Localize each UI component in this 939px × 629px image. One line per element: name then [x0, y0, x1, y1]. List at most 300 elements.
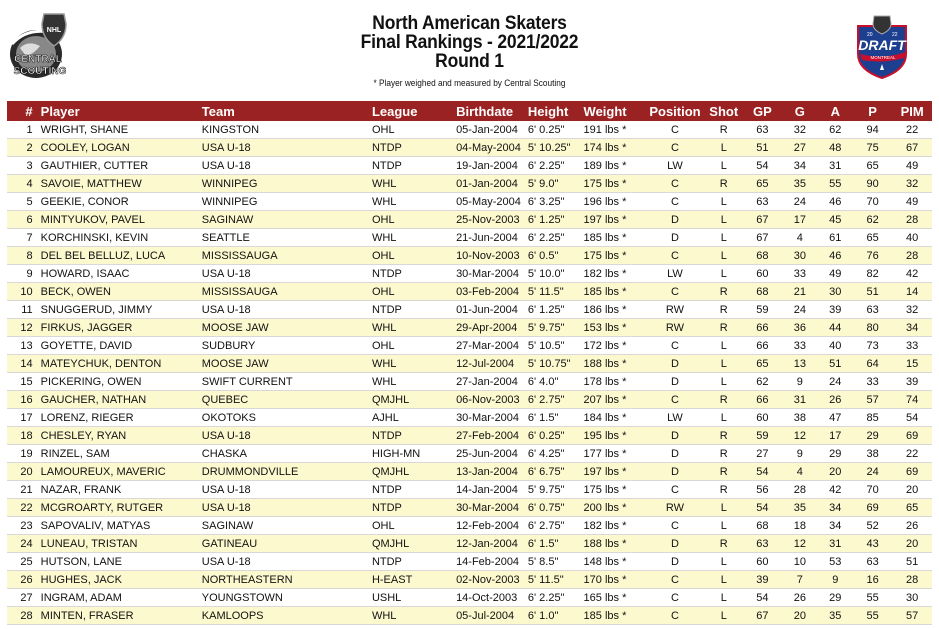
cell-shot: L: [705, 211, 743, 229]
cell-height: 5' 9.0": [528, 175, 584, 193]
cell-rank: 18: [7, 427, 41, 445]
cell-penalty-minutes: 28: [892, 211, 932, 229]
cell-birthdate: 04-May-2004: [456, 139, 528, 157]
cell-assists: 42: [818, 481, 853, 499]
cell-penalty-minutes: 54: [892, 409, 932, 427]
cell-assists: 31: [818, 535, 853, 553]
cell-position: C: [645, 337, 705, 355]
table-row[interactable]: [7, 607, 932, 625]
cell-position: D: [645, 355, 705, 373]
cell-goals: 18: [782, 517, 817, 535]
cell-assists: 55: [818, 175, 853, 193]
table-row[interactable]: [7, 571, 932, 589]
cell-team: SWIFT CURRENT: [202, 373, 372, 391]
cell-league: OHL: [372, 337, 456, 355]
cell-team: MISSISSAUGA: [202, 283, 372, 301]
cell-team: USA U-18: [202, 139, 372, 157]
cell-assists: 34: [818, 499, 853, 517]
cell-height: 6' 1.25": [528, 301, 584, 319]
cell-height: 6' 2.25": [528, 157, 584, 175]
cell-goals: 33: [782, 265, 817, 283]
cell-player-name: HUTSON, LANE: [41, 553, 202, 571]
svg-text:★: ★: [906, 53, 915, 63]
cell-player-name: COOLEY, LOGAN: [41, 139, 202, 157]
cell-goals: 12: [782, 535, 817, 553]
cell-penalty-minutes: 49: [892, 193, 932, 211]
cell-rank: 13: [7, 337, 41, 355]
cell-player-name: INGRAM, ADAM: [41, 589, 202, 607]
cell-assists: 45: [818, 211, 853, 229]
cell-position: C: [645, 247, 705, 265]
cell-player-name: SAPOVALIV, MATYAS: [41, 517, 202, 535]
cell-assists: 46: [818, 193, 853, 211]
cell-penalty-minutes: 39: [892, 373, 932, 391]
cell-points: 69: [853, 499, 892, 517]
cell-player-name: PICKERING, OWEN: [41, 373, 202, 391]
cell-assists: 46: [818, 247, 853, 265]
cell-position: C: [645, 121, 705, 139]
cell-weight: 188 lbs *: [584, 535, 646, 553]
cell-penalty-minutes: 69: [892, 463, 932, 481]
cell-goals: 12: [782, 427, 817, 445]
cell-goals: 33: [782, 337, 817, 355]
cell-birthdate: 27-Feb-2004: [456, 427, 528, 445]
cell-shot: R: [705, 121, 743, 139]
table-row[interactable]: [7, 157, 932, 175]
cell-points: 65: [853, 229, 892, 247]
cell-league: NTDP: [372, 553, 456, 571]
cell-rank: 8: [7, 247, 41, 265]
cell-league: WHL: [372, 193, 456, 211]
cell-player-name: GOYETTE, DAVID: [41, 337, 202, 355]
cell-assists: 47: [818, 409, 853, 427]
cell-position: C: [645, 391, 705, 409]
cell-shot: L: [705, 607, 743, 625]
cell-assists: 39: [818, 301, 853, 319]
cell-league: NTDP: [372, 157, 456, 175]
cell-birthdate: 01-Jan-2004: [456, 175, 528, 193]
cell-points: 75: [853, 139, 892, 157]
cell-assists: 35: [818, 607, 853, 625]
cell-player-name: GAUTHIER, CUTTER: [41, 157, 202, 175]
cell-penalty-minutes: 65: [892, 499, 932, 517]
table-row[interactable]: [7, 337, 932, 355]
cell-player-name: GEEKIE, CONOR: [41, 193, 202, 211]
cell-rank: 27: [7, 589, 41, 607]
cell-assists: 9: [818, 571, 853, 589]
cell-goals: 38: [782, 409, 817, 427]
cell-assists: 26: [818, 391, 853, 409]
table-row[interactable]: [7, 499, 932, 517]
cell-games-played: 62: [743, 373, 782, 391]
cell-penalty-minutes: 30: [892, 589, 932, 607]
cell-shot: L: [705, 193, 743, 211]
cell-goals: 28: [782, 481, 817, 499]
cell-team: YOUNGSTOWN: [202, 589, 372, 607]
cell-weight: 196 lbs *: [584, 193, 646, 211]
cell-position: D: [645, 373, 705, 391]
cell-league: NTDP: [372, 139, 456, 157]
cell-height: 6' 0.5": [528, 247, 584, 265]
cell-assists: 30: [818, 283, 853, 301]
cell-penalty-minutes: 57: [892, 607, 932, 625]
cell-team: SUDBURY: [202, 337, 372, 355]
cell-assists: 40: [818, 337, 853, 355]
cell-height: 6' 1.25": [528, 211, 584, 229]
cell-position: RW: [645, 301, 705, 319]
cell-games-played: 67: [743, 607, 782, 625]
cell-goals: 21: [782, 283, 817, 301]
cell-height: 6' 1.5": [528, 409, 584, 427]
cell-rank: 21: [7, 481, 41, 499]
cell-birthdate: 02-Nov-2003: [456, 571, 528, 589]
cell-games-played: 68: [743, 517, 782, 535]
cell-goals: 20: [782, 607, 817, 625]
col-header-league[interactable]: League: [371, 103, 418, 119]
cell-rank: 22: [7, 499, 41, 517]
cell-rank: 14: [7, 355, 41, 373]
table-row[interactable]: [7, 193, 932, 211]
footnote: * Player weighed and measured by Central Scouting: [373, 78, 566, 88]
cell-position: C: [645, 193, 705, 211]
cell-team: KINGSTON: [202, 121, 372, 139]
cell-games-played: 66: [743, 337, 782, 355]
cell-assists: 62: [818, 121, 853, 139]
cell-penalty-minutes: 20: [892, 481, 932, 499]
cell-position: D: [645, 535, 705, 553]
cell-team: USA U-18: [202, 301, 372, 319]
table-row[interactable]: [7, 391, 932, 409]
cell-goals: 4: [782, 229, 817, 247]
cell-team: MISSISSAUGA: [202, 247, 372, 265]
cell-team: USA U-18: [202, 553, 372, 571]
cell-rank: 24: [7, 535, 41, 553]
cell-assists: 53: [818, 553, 853, 571]
cell-player-name: GAUCHER, NATHAN: [41, 391, 202, 409]
table-row[interactable]: [7, 589, 932, 607]
cell-weight: 197 lbs *: [584, 211, 646, 229]
table-row[interactable]: [7, 517, 932, 535]
cell-shot: R: [705, 319, 743, 337]
col-header-weight[interactable]: Weight: [583, 103, 627, 119]
cell-team: WINNIPEG: [202, 193, 372, 211]
cell-height: 6' 4.0": [528, 373, 584, 391]
cell-points: 85: [853, 409, 892, 427]
cell-position: D: [645, 427, 705, 445]
cell-weight: 207 lbs *: [584, 391, 646, 409]
table-row[interactable]: [7, 283, 932, 301]
table-row[interactable]: [7, 211, 932, 229]
cell-games-played: 63: [743, 121, 782, 139]
cell-weight: 175 lbs *: [584, 481, 646, 499]
cell-rank: 9: [7, 265, 41, 283]
cell-points: 76: [853, 247, 892, 265]
cell-team: NORTHEASTERN: [202, 571, 372, 589]
cell-birthdate: 14-Feb-2004: [456, 553, 528, 571]
col-header-gp[interactable]: GP: [752, 103, 772, 119]
table-row[interactable]: [7, 355, 932, 373]
cell-penalty-minutes: 28: [892, 571, 932, 589]
col-header-birthdate[interactable]: Birthdate: [456, 103, 514, 119]
cell-points: 94: [853, 121, 892, 139]
cell-points: 90: [853, 175, 892, 193]
cell-position: D: [645, 445, 705, 463]
cell-position: LW: [645, 409, 705, 427]
col-header-p[interactable]: P: [868, 103, 877, 119]
cell-penalty-minutes: 67: [892, 139, 932, 157]
cell-player-name: RINZEL, SAM: [41, 445, 202, 463]
cell-assists: 20: [818, 463, 853, 481]
cell-position: C: [645, 607, 705, 625]
cell-height: 5' 10.0": [528, 265, 584, 283]
cell-rank: 25: [7, 553, 41, 571]
cell-penalty-minutes: 40: [892, 229, 932, 247]
cell-shot: R: [705, 535, 743, 553]
cell-shot: L: [705, 589, 743, 607]
cell-position: C: [645, 175, 705, 193]
cell-league: HIGH-MN: [372, 445, 456, 463]
cell-height: 5' 10.75": [528, 355, 584, 373]
cell-rank: 1: [7, 121, 41, 139]
cell-player-name: MATEYCHUK, DENTON: [41, 355, 202, 373]
cell-birthdate: 01-Jun-2004: [456, 301, 528, 319]
table-row[interactable]: [7, 553, 932, 571]
cell-league: AJHL: [372, 409, 456, 427]
cell-games-played: 54: [743, 463, 782, 481]
cell-penalty-minutes: 15: [892, 355, 932, 373]
cell-team: MOOSE JAW: [202, 319, 372, 337]
cell-assists: 24: [818, 373, 853, 391]
draft-shield-icon: [852, 14, 915, 80]
cell-position: LW: [645, 265, 705, 283]
cell-goals: 32: [782, 121, 817, 139]
cell-rank: 3: [7, 157, 41, 175]
cell-team: SAGINAW: [202, 211, 372, 229]
cell-player-name: KORCHINSKI, KEVIN: [41, 229, 202, 247]
cell-shot: L: [705, 337, 743, 355]
cell-birthdate: 06-Nov-2003: [456, 391, 528, 409]
cell-shot: R: [705, 283, 743, 301]
cell-birthdate: 13-Jan-2004: [456, 463, 528, 481]
cell-points: 51: [853, 283, 892, 301]
cell-goals: 24: [782, 193, 817, 211]
cell-penalty-minutes: 69: [892, 427, 932, 445]
cell-player-name: CHESLEY, RYAN: [41, 427, 202, 445]
cell-weight: 165 lbs *: [584, 589, 646, 607]
cell-height: 6' 6.75": [528, 463, 584, 481]
cell-height: 5' 9.75": [528, 319, 584, 337]
cell-games-played: 60: [743, 265, 782, 283]
cell-rank: 26: [7, 571, 41, 589]
table-row[interactable]: [7, 175, 932, 193]
cell-birthdate: 12-Jul-2004: [456, 355, 528, 373]
table-row[interactable]: [7, 121, 932, 139]
table-row[interactable]: [7, 139, 932, 157]
table-row[interactable]: [7, 481, 932, 499]
nhl-draft-logo: [852, 14, 915, 80]
cell-rank: 15: [7, 373, 41, 391]
cell-goals: 35: [782, 499, 817, 517]
cell-height: 6' 0.25": [528, 121, 584, 139]
svg-text:CENTRAL: CENTRAL: [14, 54, 62, 65]
cell-player-name: LUNEAU, TRISTAN: [41, 535, 202, 553]
cell-league: NTDP: [372, 265, 456, 283]
cell-player-name: FIRKUS, JAGGER: [41, 319, 202, 337]
table-row[interactable]: [7, 265, 932, 283]
svg-text:MONTREAL: MONTREAL: [870, 55, 896, 60]
cell-birthdate: 03-Feb-2004: [456, 283, 528, 301]
cell-assists: 29: [818, 589, 853, 607]
cell-points: 70: [853, 193, 892, 211]
cell-player-name: HUGHES, JACK: [41, 571, 202, 589]
cell-penalty-minutes: 22: [892, 121, 932, 139]
cell-team: USA U-18: [202, 481, 372, 499]
col-header-height[interactable]: Height: [527, 103, 569, 119]
cell-height: 5' 9.75": [528, 481, 584, 499]
cell-rank: 4: [7, 175, 41, 193]
cell-points: 33: [853, 373, 892, 391]
cell-height: 5' 10.25": [528, 139, 584, 157]
cell-position: C: [645, 481, 705, 499]
cell-league: WHL: [372, 175, 456, 193]
cell-height: 6' 3.25": [528, 193, 584, 211]
title-line-1: North American Skaters: [372, 13, 567, 34]
table-row[interactable]: [7, 319, 932, 337]
col-header-player[interactable]: Player: [40, 103, 80, 119]
cell-games-played: 51: [743, 139, 782, 157]
cell-goals: 35: [782, 175, 817, 193]
cell-weight: 182 lbs *: [584, 265, 646, 283]
cell-league: WHL: [372, 355, 456, 373]
col-header-a[interactable]: A: [830, 103, 840, 119]
table-row[interactable]: [7, 445, 932, 463]
cell-shot: L: [705, 499, 743, 517]
cell-position: D: [645, 463, 705, 481]
cell-goals: 7: [782, 571, 817, 589]
cell-games-played: 54: [743, 157, 782, 175]
cell-player-name: HOWARD, ISAAC: [41, 265, 202, 283]
cell-assists: 61: [818, 229, 853, 247]
cell-birthdate: 10-Nov-2003: [456, 247, 528, 265]
cell-shot: R: [705, 301, 743, 319]
cell-penalty-minutes: 20: [892, 535, 932, 553]
cell-league: OHL: [372, 211, 456, 229]
table-row[interactable]: [7, 463, 932, 481]
cell-games-played: 54: [743, 499, 782, 517]
cell-height: 6' 2.25": [528, 229, 584, 247]
cell-games-played: 60: [743, 409, 782, 427]
cell-position: D: [645, 229, 705, 247]
cell-points: 64: [853, 355, 892, 373]
cell-team: USA U-18: [202, 265, 372, 283]
cell-goals: 10: [782, 553, 817, 571]
cell-league: WHL: [372, 373, 456, 391]
cell-weight: 185 lbs *: [584, 283, 646, 301]
cell-rank: 20: [7, 463, 41, 481]
cell-points: 80: [853, 319, 892, 337]
col-header-position[interactable]: Position: [649, 103, 701, 119]
table-row[interactable]: [7, 409, 932, 427]
table-row[interactable]: [7, 373, 932, 391]
cell-goals: 36: [782, 319, 817, 337]
col-header-shot[interactable]: Shot: [709, 103, 739, 119]
cell-points: 70: [853, 481, 892, 499]
cell-weight: 189 lbs *: [584, 157, 646, 175]
cell-team: QUEBEC: [202, 391, 372, 409]
col-header-pim[interactable]: PIM: [900, 103, 924, 119]
cell-birthdate: 30-Mar-2004: [456, 265, 528, 283]
col-header-rank[interactable]: #: [25, 103, 33, 119]
cell-weight: 188 lbs *: [584, 355, 646, 373]
cell-points: 38: [853, 445, 892, 463]
cell-position: LW: [645, 157, 705, 175]
cell-league: OHL: [372, 121, 456, 139]
cell-league: QMJHL: [372, 391, 456, 409]
cell-assists: 44: [818, 319, 853, 337]
rankings-table: [7, 101, 932, 625]
svg-text:SCOUTING: SCOUTING: [13, 66, 67, 77]
cell-birthdate: 05-Jul-2004: [456, 607, 528, 625]
cell-games-played: 27: [743, 445, 782, 463]
table-row[interactable]: [7, 229, 932, 247]
cell-shot: L: [705, 517, 743, 535]
cell-games-played: 65: [743, 355, 782, 373]
col-header-g[interactable]: G: [794, 103, 805, 119]
cell-birthdate: 14-Oct-2003: [456, 589, 528, 607]
table-row[interactable]: [7, 535, 932, 553]
cell-points: 57: [853, 391, 892, 409]
cell-position: C: [645, 589, 705, 607]
cell-penalty-minutes: 14: [892, 283, 932, 301]
cell-weight: 148 lbs *: [584, 553, 646, 571]
cell-goals: 34: [782, 157, 817, 175]
cell-shot: L: [705, 229, 743, 247]
cell-shot: L: [705, 553, 743, 571]
table-row[interactable]: [7, 247, 932, 265]
cell-height: 6' 1.5": [528, 535, 584, 553]
table-row[interactable]: [7, 301, 932, 319]
cell-weight: 200 lbs *: [584, 499, 646, 517]
cell-weight: 174 lbs *: [584, 139, 646, 157]
cell-league: OHL: [372, 247, 456, 265]
cell-team: SEATTLE: [202, 229, 372, 247]
cell-points: 63: [853, 301, 892, 319]
cell-team: WINNIPEG: [202, 175, 372, 193]
cell-weight: 195 lbs *: [584, 427, 646, 445]
cell-league: H-EAST: [372, 571, 456, 589]
cell-birthdate: 21-Jun-2004: [456, 229, 528, 247]
table-row[interactable]: [7, 427, 932, 445]
cell-team: DRUMMONDVILLE: [202, 463, 372, 481]
cell-birthdate: 25-Nov-2003: [456, 211, 528, 229]
cell-weight: 186 lbs *: [584, 301, 646, 319]
col-header-team[interactable]: Team: [201, 103, 235, 119]
cell-birthdate: 12-Jan-2004: [456, 535, 528, 553]
cell-rank: 6: [7, 211, 41, 229]
cell-shot: R: [705, 445, 743, 463]
cell-shot: L: [705, 247, 743, 265]
cell-goals: 24: [782, 301, 817, 319]
cell-position: C: [645, 517, 705, 535]
svg-text:22: 22: [892, 32, 898, 38]
cell-points: 52: [853, 517, 892, 535]
cell-rank: 10: [7, 283, 41, 301]
cell-birthdate: 05-May-2004: [456, 193, 528, 211]
cell-shot: L: [705, 139, 743, 157]
cell-birthdate: 27-Jan-2004: [456, 373, 528, 391]
cell-penalty-minutes: 28: [892, 247, 932, 265]
cell-games-played: 66: [743, 391, 782, 409]
